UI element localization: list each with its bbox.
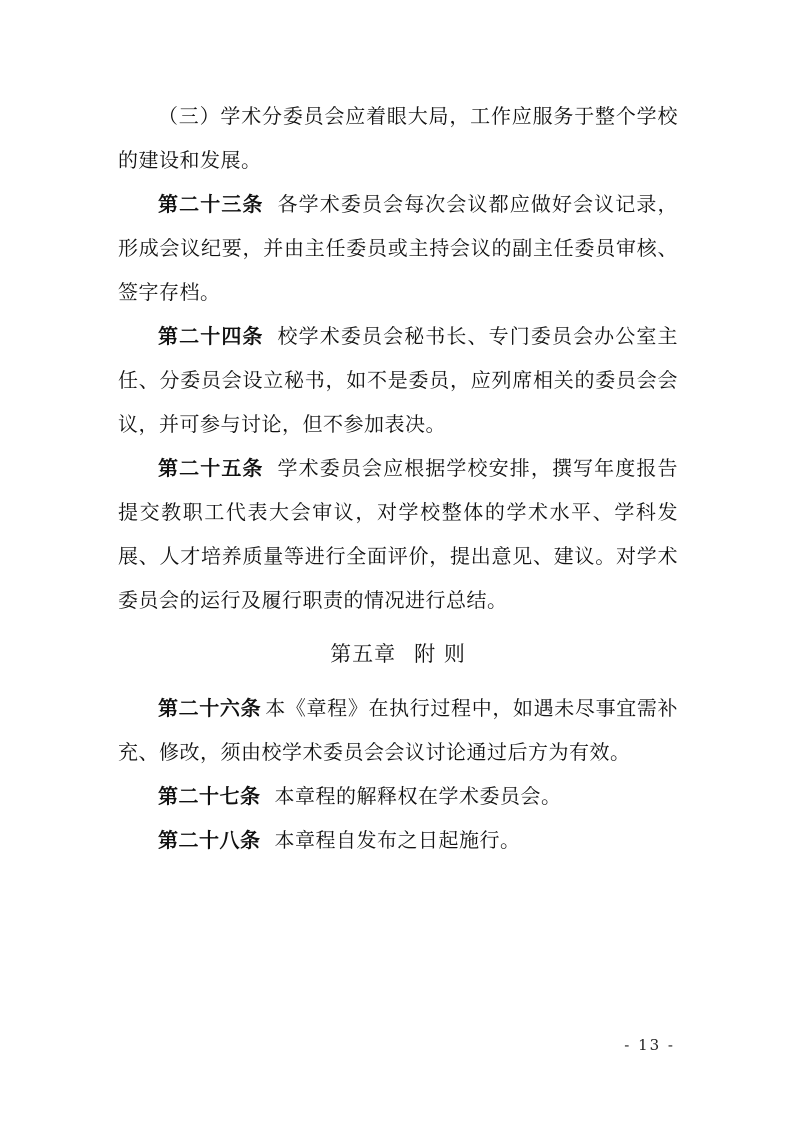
paragraph-article-25 — [118, 446, 678, 622]
paragraph-text: 各学术委员会每次会议都应做好会议记录，形成会议纪要，并由主任委员或主持会议的副主任委员审核、签字存档。 — [118, 192, 679, 304]
paragraph-article-28 — [118, 818, 678, 862]
paragraph-article-24 — [118, 314, 678, 446]
article-heading: 第二十四条 — [158, 324, 264, 348]
paragraph-text: 本章程自发布之日起施行。 — [274, 828, 521, 852]
chapter-title: 附 则 — [414, 642, 466, 666]
page-number: - 13 - — [624, 1036, 675, 1054]
article-heading: 第二十八条 — [158, 828, 261, 852]
paragraph-clause-3 — [118, 94, 678, 182]
chapter-heading — [118, 632, 678, 676]
paragraph-article-26 — [118, 686, 678, 774]
article-heading: 第二十七条 — [158, 784, 261, 808]
chapter-number: 第五章 — [330, 642, 397, 666]
paragraph-text: 校学术委员会秘书长、专门委员会办公室主任、分委员会设立秘书，如不是委员，应列席相关的委员会会议，并可参与讨论，但不参加表决。 — [118, 324, 679, 436]
paragraph-article-27 — [118, 774, 678, 818]
article-heading: 第二十六条 — [158, 696, 262, 720]
paragraph-text: 学术委员会应根据学校安排，撰写年度报告提交教职工代表大会审议，对学校整体的学术水平、学科发展、人才培养质量等进行全面评价，提出意见、建议。对学术委员会的运行及履行职责的情况进行总结。 — [118, 456, 679, 612]
page-body — [118, 94, 678, 862]
paragraph-article-23 — [118, 182, 678, 314]
article-heading: 第二十三条 — [158, 192, 264, 216]
paragraph-text: （三）学术分委员会应着眼大局，工作应服务于整个学校的建设和发展。 — [118, 104, 678, 172]
paragraph-text: 本《章程》在执行过程中，如遇未尽事宜需补充、修改，须由校学术委员会会议讨论通过后方为有效。 — [118, 696, 679, 764]
paragraph-text: 本章程的解释权在学术委员会。 — [274, 784, 562, 808]
article-heading: 第二十五条 — [158, 456, 264, 480]
